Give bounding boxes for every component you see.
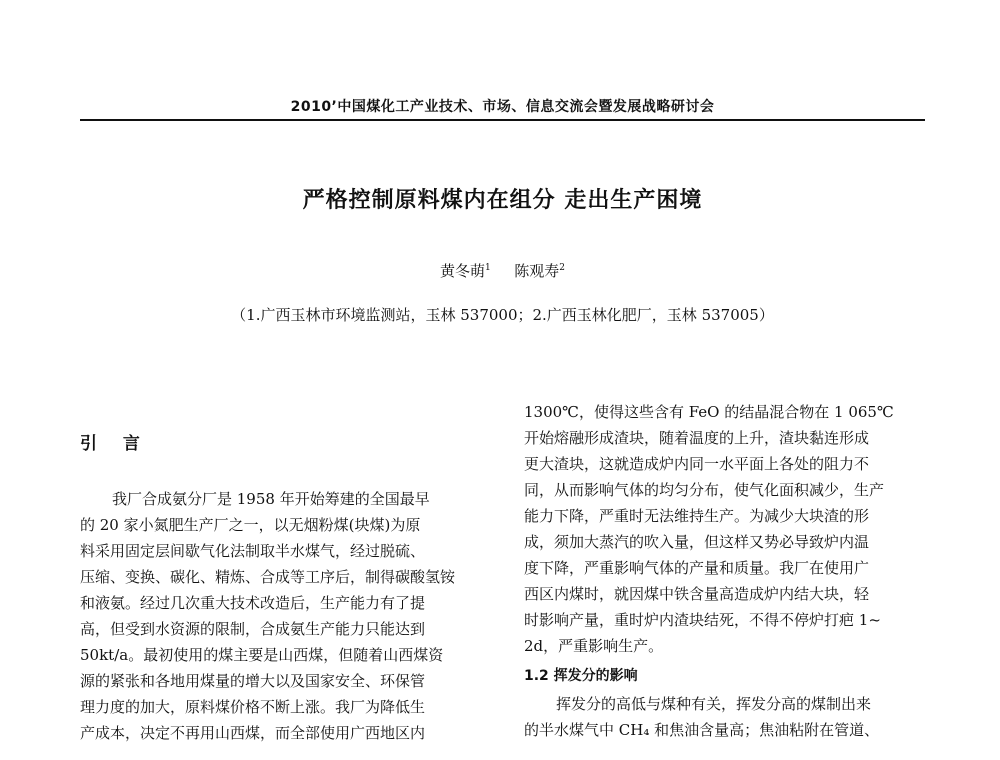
affiliation: （1.广西玉林市环境监测站，玉林 537000；2.广西玉林化肥厂，玉林 537005） [231, 306, 774, 324]
text-line: 我厂合成氨分厂是 1958 年开始筹建的全国最早 [112, 490, 430, 508]
text-line: 1300℃，使得这些含有 FeO 的结晶混合物在 1 065℃ [524, 403, 894, 421]
running-header: 2010’中国煤化工产业技术、市场、信息交流会暨发展战略研讨会 [290, 99, 715, 115]
paper-title: 严格控制原料煤内在组分 走出生产困境 [302, 188, 703, 213]
author-affil-mark: 2 [559, 263, 566, 273]
text-line: 度下降，严重影响气体的产量和质量。我厂在使用广 [524, 559, 870, 577]
text-line: 的半水煤气中 CH₄ 和焦油含量高；焦油粘附在管道、 [524, 721, 880, 739]
text-line: 成，须加大蒸汽的吹入量，但这样又势必导致炉内温 [524, 533, 870, 551]
author-name: 黄冬萌 [439, 262, 485, 280]
text-line: 开始熔融形成渣块，随着温度的上升，渣块黏连形成 [524, 429, 870, 447]
text-line: 和液氨。经过几次重大技术改造后，生产能力有了提 [80, 594, 426, 612]
text-line: 西区内煤时，就因煤中铁含量高造成炉内结大块，轻 [524, 585, 870, 603]
text-line: 压缩、变换、碳化、精炼、合成等工序后，制得碳酸氢铵 [80, 568, 456, 586]
text-line: 挥发分的高低与煤种有关，挥发分高的煤制出来 [556, 695, 872, 713]
text-line: 能力下降，严重时无法维持生产。为减少大块渣的形 [524, 507, 870, 525]
text-line: 同，从而影响气体的均匀分布，使气化面积减少，生产 [524, 481, 885, 499]
text-line: 更大渣块，这就造成炉内同一水平面上各处的阻力不 [524, 455, 870, 473]
author-name: 陈观寿 [514, 262, 560, 280]
text-line: 源的紧张和各地用煤量的增大以及国家安全、环保管 [80, 672, 426, 690]
text-line: 高，但受到水资源的限制，合成氨生产能力只能达到 [80, 620, 426, 638]
text-line: 产成本，决定不再用山西煤，而全部使用广西地区内 [80, 724, 426, 742]
subsection-heading: 1.2 挥发分的影响 [524, 668, 638, 684]
text-line: 时影响产量，重时炉内渣块结死，不得不停炉打疤 1~ [524, 611, 881, 629]
header-rule [80, 119, 925, 121]
text-line: 料采用固定层间歇气化法制取半水煤气，经过脱硫、 [80, 542, 426, 560]
text-line: 理力度的加大，原料煤价格不断上涨。我厂为降低生 [80, 698, 426, 716]
text-line: 50kt/a。最初使用的煤主要是山西煤，但随着山西煤资 [80, 646, 444, 664]
authors [80, 260, 925, 281]
section-heading: 引 言 [80, 434, 150, 454]
author-affil-mark: 1 [484, 263, 491, 273]
text-line: 的 20 家小氮肥生产厂之一，以无烟粉煤(块煤)为原 [80, 516, 421, 534]
text-line: 2d，严重影响生产。 [524, 637, 664, 655]
